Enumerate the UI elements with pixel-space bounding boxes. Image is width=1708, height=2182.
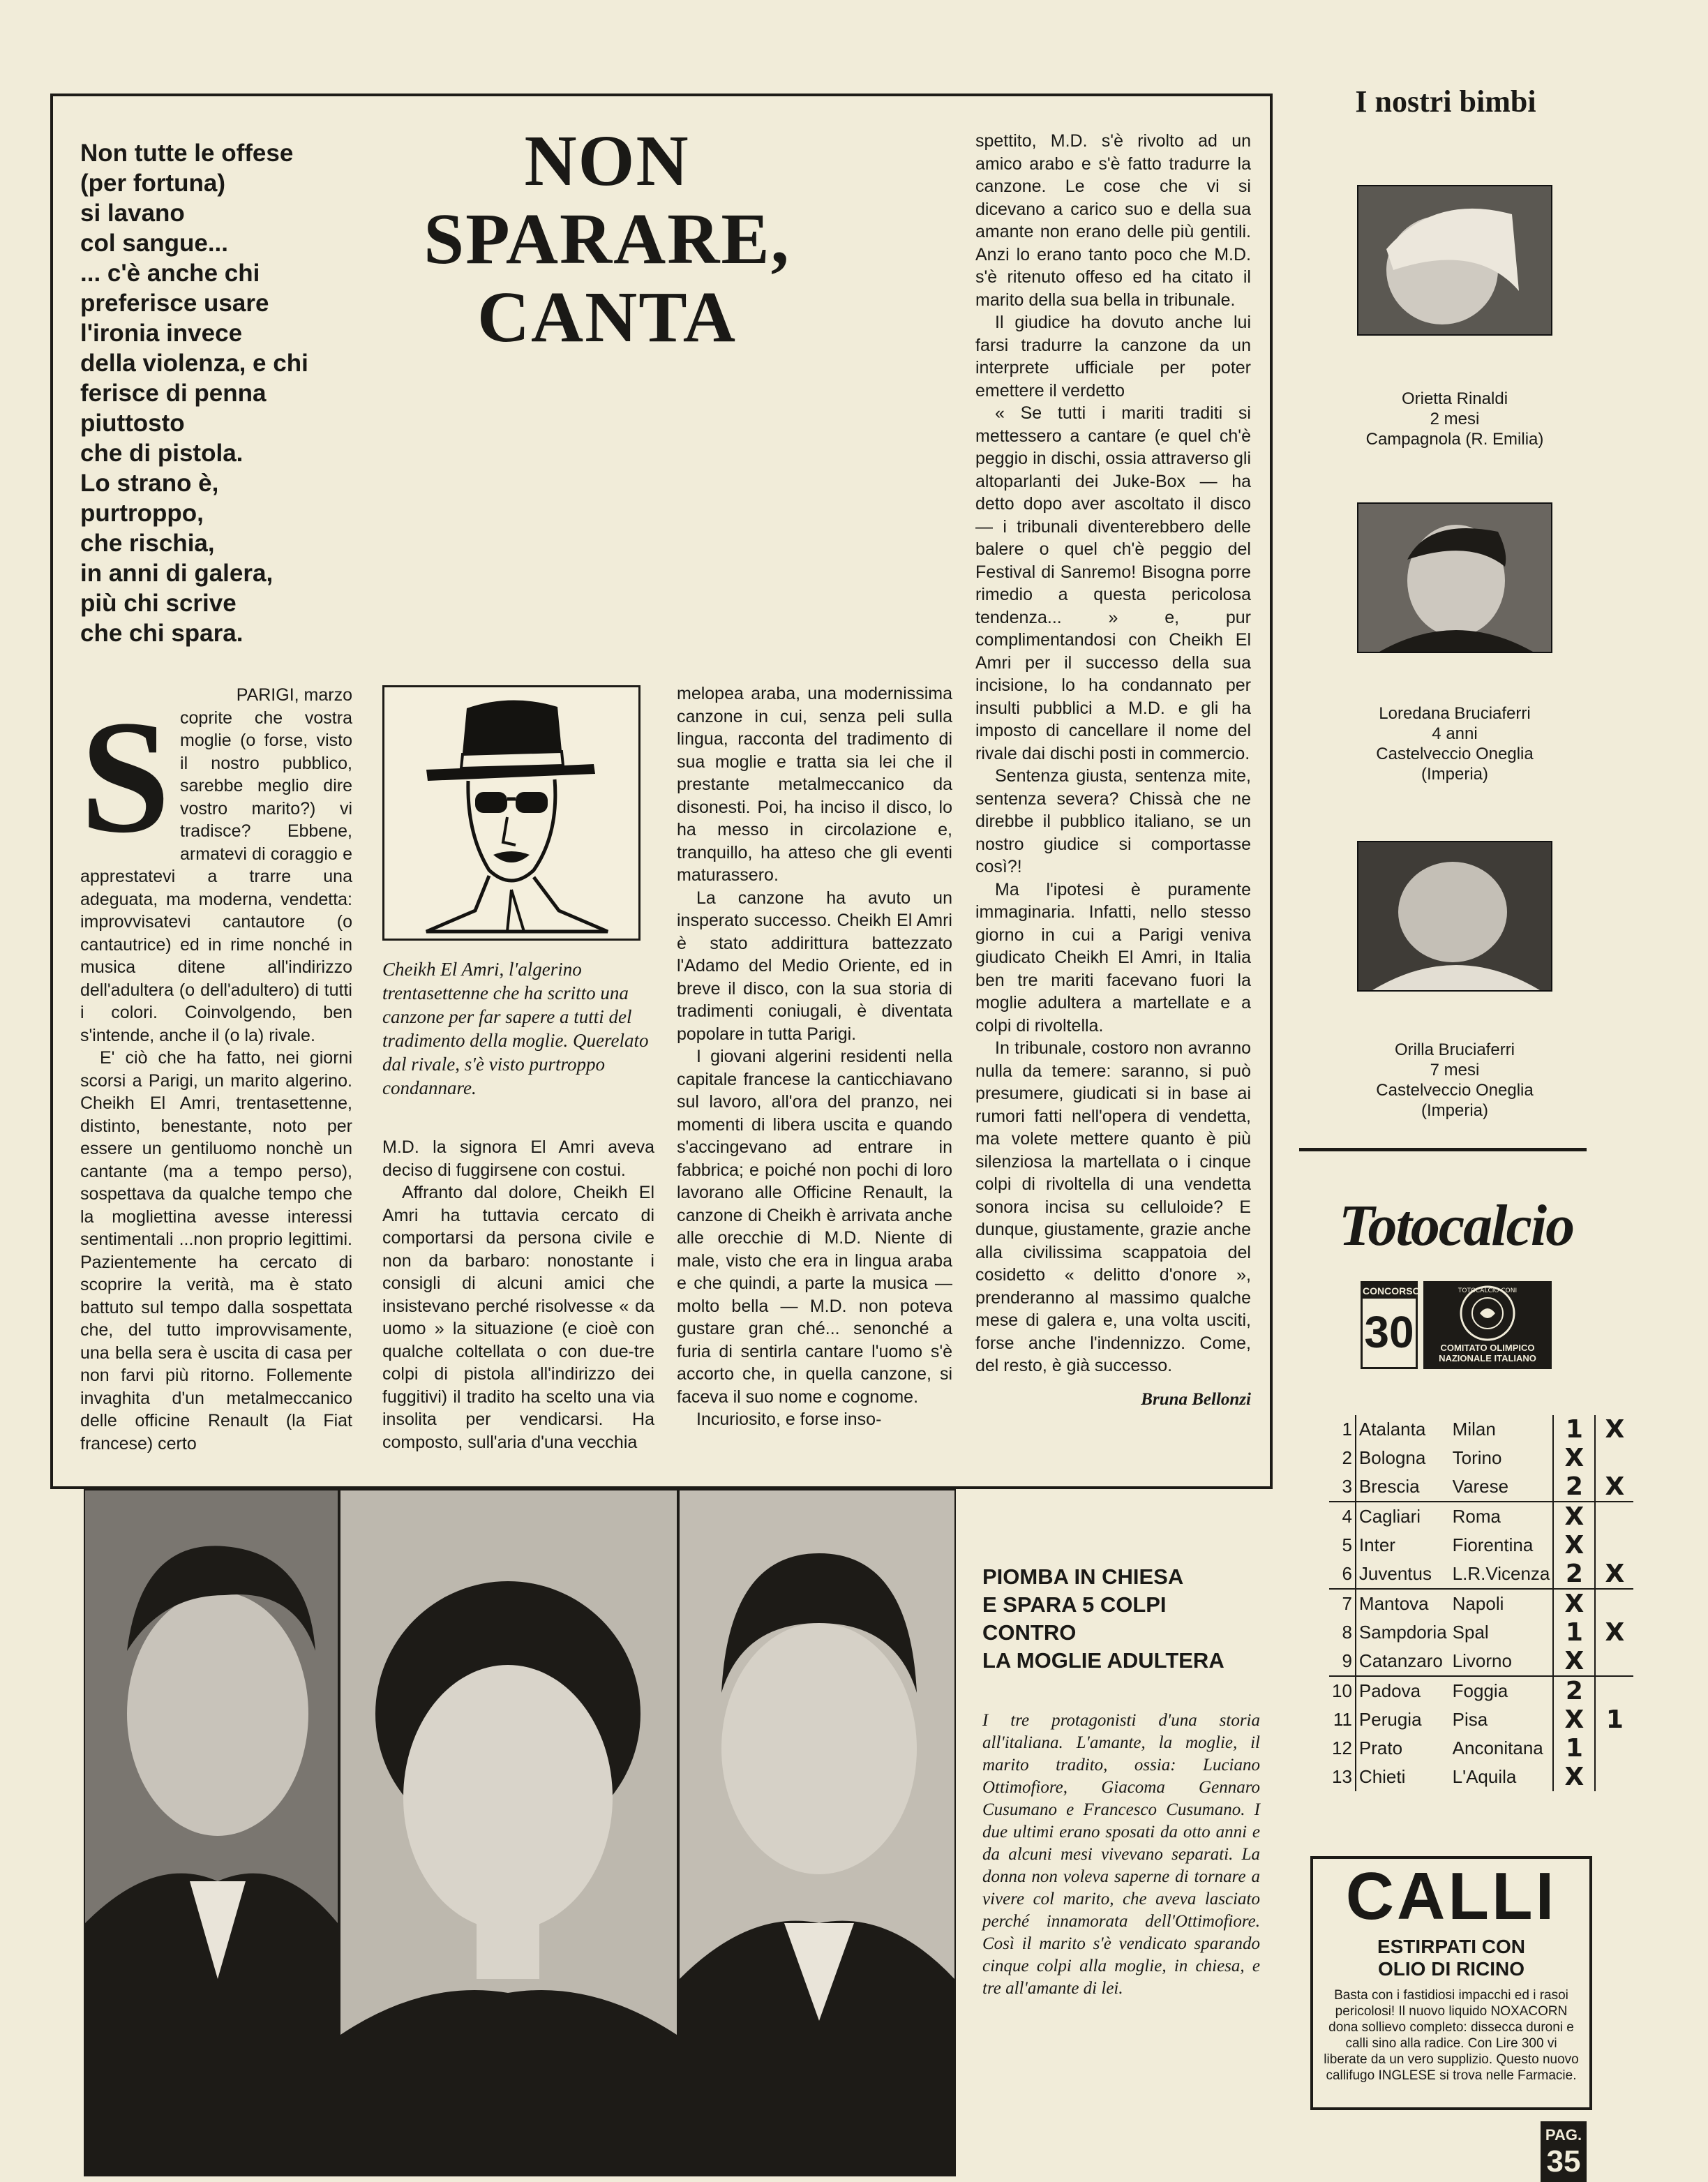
home-team: Atalanta [1356, 1415, 1450, 1444]
match-number: 5 [1342, 1534, 1352, 1555]
baby-age: 2 mesi [1430, 410, 1480, 428]
baby-photo [1357, 841, 1552, 992]
woman-portrait [340, 1490, 677, 2175]
away-team: Foggia [1450, 1676, 1554, 1705]
paragraph: Incuriosito, e forse inso- [696, 1410, 882, 1429]
baby-caption [1322, 1040, 1587, 1121]
dateline: PARIGI, marzo [236, 685, 352, 705]
totocalcio-row [1329, 1472, 1633, 1502]
page-label: PAG. [1545, 2126, 1582, 2144]
prediction-1: 2 [1553, 1560, 1595, 1589]
totocalcio-row [1329, 1415, 1633, 1444]
totocalcio-row [1329, 1618, 1633, 1647]
prediction-2: X [1605, 1618, 1625, 1647]
prediction-1: 2 [1553, 1676, 1595, 1705]
away-team: Milan [1452, 1419, 1496, 1440]
prediction-2 [1595, 1676, 1633, 1705]
home-team: Cagliari [1356, 1502, 1450, 1531]
baby-name: Loredana Bruciaferri [1379, 704, 1531, 723]
match-number: 9 [1342, 1650, 1352, 1671]
prediction-2: X [1605, 1415, 1625, 1444]
portrait-caption: Cheikh El Amri, l'algerino trentasettenne che ha scritto una canzone per far sapere a tutti del tradimento della moglie. Querelato dal rivale, s'è visto purtroppo condannare. [382, 959, 649, 1098]
ad-title: CALLI [1345, 1859, 1557, 1934]
home-team: Perugia [1356, 1705, 1450, 1734]
baby-place: Castelveccio Oneglia (Imperia) [1376, 1081, 1534, 1120]
prediction-1: X [1553, 1531, 1595, 1560]
away-team: L.R.Vicenza [1452, 1563, 1550, 1584]
away-team: Fiorentina [1452, 1534, 1534, 1555]
prediction-2 [1595, 1647, 1633, 1676]
baby-photo [1357, 502, 1552, 653]
paragraph: E' ciò che ha fatto, nei giorni scorsi a Parigi, un marito algerino. Cheikh El Amri, trentasettenne, distinto, benestante, noto per essere un gentiluomo nonchè un cantante (ma a tempo perso), sospettava da qualche tempo che la mogliettina avesse interessi sentimentali ...non proprio legittimi. Pazientemente ha cercato di scoprire la verità, ma è stato battuto sul tempo dalla sospettata che, del tutto improvvisamente, una bella sera è uscita di casa per non farvi più ritorno. Follemente invaghita d'un metalmeccanico delle officine Renault (la Fiat francese) certo [80, 1048, 352, 1454]
prediction-2: 1 [1605, 1705, 1624, 1734]
coni-logo-icon [1456, 1284, 1519, 1343]
match-number: 8 [1342, 1622, 1352, 1643]
bottom-story-subhead: PIOMBA IN CHIESA E SPARA 5 COLPI CONTRO LA MOGLIE ADULTERA [982, 1564, 1224, 1673]
totocalcio-row [1329, 1676, 1633, 1705]
totocalcio-title: Totocalcio [1338, 1193, 1574, 1258]
totocalcio-table [1329, 1415, 1633, 1791]
prediction-2: X [1605, 1472, 1625, 1501]
prediction-1: X [1553, 1705, 1595, 1734]
away-team: Varese [1452, 1476, 1509, 1497]
author-signature: Bruna Bellonzi [1141, 1389, 1251, 1409]
totocalcio-row [1329, 1560, 1633, 1589]
paragraph: spettito, M.D. s'è rivolto ad un amico arabo e s'è fatto tradurre la canzone. Le cose che vi si dicevano a carico suo e della sua amante non erano delle più gentili. Anzi lo erano tanto poco che M.D. s'è ritenuto offeso ed ha citato il marito della sua bella in tribunale. [975, 131, 1251, 310]
prediction-2 [1595, 1502, 1633, 1531]
totocalcio-row [1329, 1444, 1633, 1472]
paragraph: M.D. la signora El Amri aveva deciso di fuggirsene con costui. [382, 1137, 654, 1180]
prediction-1: X [1553, 1647, 1595, 1676]
paragraph: Affranto dal dolore, Cheikh El Amri ha tuttavia cercato di comportarsi da persona civile e non da barbaro: nonostante i consigli di alcuni amici che insistevano perché risolvesse « da uomo » la situazione (e cioè con qualche coltellata o con due-tre colpi di pistola all'indirizzo dei fuggitivi) il tradito ha scelto una via insolita per vendicarsi. Ha composto, sull'aria d'una vecchia [382, 1183, 654, 1452]
paragraph: Sentenza giusta, sentenza mite, sentenza severa? Chissà che ne direbbe il pubblico italiano, se un nostro giudice si comportasse così?! [975, 766, 1251, 876]
article-column-1 [80, 684, 352, 1455]
home-team: Chieti [1356, 1763, 1450, 1791]
article-column-3 [677, 682, 952, 1431]
baby-2-image [1358, 504, 1551, 652]
match-number: 12 [1332, 1738, 1352, 1758]
paragraph: Il giudice ha dovuto anche lui farsi tradurre la canzone da un interprete ufficiale per poter emettere il verdetto [975, 313, 1251, 401]
match-number: 4 [1329, 1502, 1356, 1531]
home-team: Sampdoria [1356, 1618, 1450, 1647]
home-team: Mantova [1356, 1589, 1450, 1618]
lede-text: Non tutte le offese (per fortuna) si lavano col sangue... ... c'è anche chi preferisce usare l'ironia invece della violenza, e chi ferisce di penna piuttosto che di pistola. Lo strano è, purtroppo, che rischia, in anni di galera, più chi scrive che chi spara. [80, 140, 308, 647]
match-number: 6 [1342, 1563, 1352, 1584]
photo-lover [84, 1489, 339, 2176]
home-team: Padova [1356, 1676, 1450, 1705]
match-number: 1 [1342, 1419, 1352, 1440]
prediction-1: X [1553, 1502, 1595, 1531]
man-portrait-2 [680, 1490, 954, 2175]
sidebar-divider [1299, 1148, 1587, 1151]
baby-age: 7 mesi [1430, 1061, 1480, 1079]
concorso-label: CONCORSO [1363, 1283, 1416, 1299]
ad-body: Basta con i fastidiosi impacchi ed i rasoi pericolosi! Il nuovo liquido NOXACORN dona sollievo completo: dissecca duroni e calli sino alla radice. Con Lire 300 vi liberate da un vero supplizio. Questo nuovo callifugo INGLESE si trova nelle Farmacie. [1324, 1988, 1579, 2083]
home-team: Catanzaro [1356, 1647, 1450, 1676]
page-number-badge [1541, 2121, 1587, 2182]
coni-seal-lettering: TOTOCALCIO CONI [1458, 1287, 1518, 1294]
prediction-1: X [1553, 1589, 1595, 1618]
away-team: Anconitana [1452, 1738, 1543, 1758]
prediction-2 [1595, 1589, 1633, 1618]
paragraph: coprite che vostra moglie (o forse, visto il nostro pubblico, sarebbe meglio dire vostro marito?) vi tradisce? Ebbene, armatevi di coraggio e apprestatevi a trarre una adeguata, ma moderna, vendetta: improvvisatevi cantautore (o cantautrice) ed in rime nonché in musica ditene all'indirizzo dell'adultera (o dell'adultero) di tutti i colori. Coinvolgendo, ben s'intende, anche il (o la) rivale. [80, 708, 352, 1045]
paragraph: melopea araba, una modernissima canzone in cui, senza peli sulla lingua, racconta del tradimento di sua moglie e tratta sia lei che il prestante metalmeccanico da disonesti. Poi, ha inciso il disco, lo ha messo in circolazione e, tranquillo, ha atteso che gli eventi maturassero. [677, 684, 952, 885]
paragraph: « Se tutti i mariti traditi si mettessero a cantare (e quel ch'è peggio in dischi, ossia attraverso gli altoparlanti dei Juke-Box — ha detto dopo aver ascoltato il disco — i tribunali diventerebbero delle balere o quel ch'è peggio del Festival di Sanremo! Bisogna porre rimedio a questa pericolosa tendenza... » e, pur complimentandosi con Cheikh El Amri per il successo della sua incisione, lo ha condannato per insulti pubblici a M.D. e gli ha imposto di cancellare il nome del rivale dai dischi posti in commercio. [975, 403, 1251, 763]
totocalcio-row [1329, 1734, 1633, 1763]
away-team: Torino [1452, 1447, 1502, 1468]
home-team: Brescia [1356, 1472, 1450, 1502]
away-team: Pisa [1452, 1709, 1488, 1730]
baby-caption [1322, 389, 1587, 449]
article-column-4 [975, 130, 1251, 1411]
away-team: Roma [1450, 1502, 1554, 1531]
prediction-2 [1595, 1734, 1633, 1763]
photo-husband [678, 1489, 956, 2176]
match-number: 11 [1333, 1709, 1352, 1730]
totocalcio-row [1329, 1705, 1633, 1734]
home-team: Prato [1356, 1734, 1450, 1763]
baby-place: Campagnola (R. Emilia) [1365, 430, 1544, 449]
prediction-1: X [1553, 1444, 1595, 1472]
sidebar-title: I nostri bimbi [1355, 84, 1536, 119]
baby-name: Orietta Rinaldi [1401, 389, 1508, 408]
paragraph: Ma l'ipotesi è puramente immaginaria. Infatti, nello stesso giorno in cui a Parigi veniva giudicato Cheikh El Amri, in Italia ben tre mariti facevano fuori la moglie adultera a martellate e a colpi di rivoltella. [975, 879, 1251, 1036]
photo-wife [339, 1489, 678, 2176]
baby-name: Orilla Bruciaferri [1394, 1040, 1515, 1059]
prediction-1: 2 [1553, 1472, 1595, 1502]
paragraph: La canzone ha avuto un insperato successo. Cheikh El Amri è stato addirittura battezzato l'Adamo del Medio Oriente, ed in breve il disco, con la sua storia di tradimenti coniugali, è diventata popolare in tutta Parigi. [677, 888, 952, 1044]
drop-cap: S [80, 687, 171, 867]
prediction-2 [1595, 1763, 1633, 1791]
man-portrait-1 [85, 1490, 338, 2175]
totocalcio-row [1329, 1531, 1633, 1560]
match-number: 3 [1342, 1476, 1352, 1497]
headline: NON SPARARE, CANTA [424, 121, 791, 357]
coni-text: COMITATO OLIMPICO NAZIONALE ITALIANO [1439, 1343, 1536, 1363]
totocalcio-row [1329, 1647, 1633, 1676]
prediction-1: X [1553, 1763, 1595, 1791]
baby-photo [1357, 185, 1552, 336]
match-number: 7 [1329, 1589, 1356, 1618]
home-team: Juventus [1356, 1560, 1450, 1589]
concorso-box [1361, 1281, 1421, 1369]
prediction-1: 1 [1553, 1415, 1595, 1444]
match-number: 10 [1329, 1676, 1356, 1705]
match-number: 13 [1332, 1766, 1352, 1787]
away-team: Napoli [1450, 1589, 1554, 1618]
match-number: 2 [1342, 1447, 1352, 1468]
bottom-story-caption: I tre protagonisti d'una storia all'italiana. L'amante, la moglie, il marito tradito, ossia: Luciano Ottimofiore, Giacoma Gennaro Cusumano e Francesco Cusumano. I due ultimi erano sposati da otto anni e da alcuni mesi vivevano separati. La donna non voleva saperne di tornare a vivere col marito, che aveva lasciato perché innamorata dell'Ottimofiore. Così il marito s'è vendicato sparando cinque colpi alla moglie, in chiesa, e tre all'amante di lei. [982, 1711, 1260, 1998]
away-team: Livorno [1452, 1650, 1512, 1671]
baby-place: Castelveccio Oneglia (Imperia) [1376, 745, 1534, 784]
coni-box [1423, 1281, 1552, 1369]
away-team: L'Aquila [1452, 1766, 1517, 1787]
baby-3-image [1358, 842, 1551, 990]
page-number: 35 [1546, 2144, 1581, 2179]
totocalcio-row [1329, 1763, 1633, 1791]
prediction-2 [1595, 1531, 1633, 1560]
home-team: Inter [1356, 1531, 1450, 1560]
prediction-2 [1595, 1444, 1633, 1472]
totocalcio-row [1329, 1502, 1633, 1531]
concorso-number: 30 [1364, 1307, 1414, 1357]
paragraph: I giovani algerini residenti nella capitale francese la canticchiavano sul lavoro, all'ora del pranzo, nei momenti di libera uscita e quando s'accingevano ad entrare in fabbrica; e poiché non pochi di loro lavorano alle Officine Renault, la canzone di Cheikh è arrivata anche alle orecchie di M.D. Niente di male, visto che era in lingua araba e che quindi, a parte la musica — molto bella — M.D. non poteva gustare gran ché... senonché a furia di sentirla cantare l'uomo s'è accorto che, in quella canzone, si faceva il suo nome e cognome. [677, 1047, 952, 1407]
portrait-illustration [382, 685, 640, 941]
home-team: Bologna [1356, 1444, 1450, 1472]
baby-1-image [1358, 186, 1551, 334]
away-team: Spal [1452, 1622, 1489, 1643]
prediction-1: 1 [1553, 1734, 1595, 1763]
article-column-2 [382, 1136, 654, 1454]
totocalcio-row [1329, 1589, 1633, 1618]
calli-advert [1310, 1856, 1592, 2110]
paragraph: In tribunale, costoro non avranno nulla da temere: saranno, si può presumere, giudicati si in base ai rumori fatti nell'opera di vendetta, ma volete mettere quanto è più silenziosa la martellata o i cinque colpi di rivoltella di una vendetta sonora incisa su celluloide? E dunque, giustamente, grazie anche alla civilissima scappatoia del cosidetto « delitto d'onore », prenderanno al massimo qualche mese di galera e, una volta usciti, forse anche l'indennizzo. Come, del resto, è già successo. [975, 1038, 1251, 1375]
baby-caption [1322, 703, 1587, 784]
prediction-2: X [1605, 1560, 1625, 1588]
prediction-1: 1 [1553, 1618, 1595, 1647]
man-with-hat-drawing [384, 687, 638, 939]
baby-age: 4 anni [1432, 724, 1478, 743]
ad-subtitle: ESTIRPATI CON OLIO DI RICINO [1377, 1936, 1526, 1980]
